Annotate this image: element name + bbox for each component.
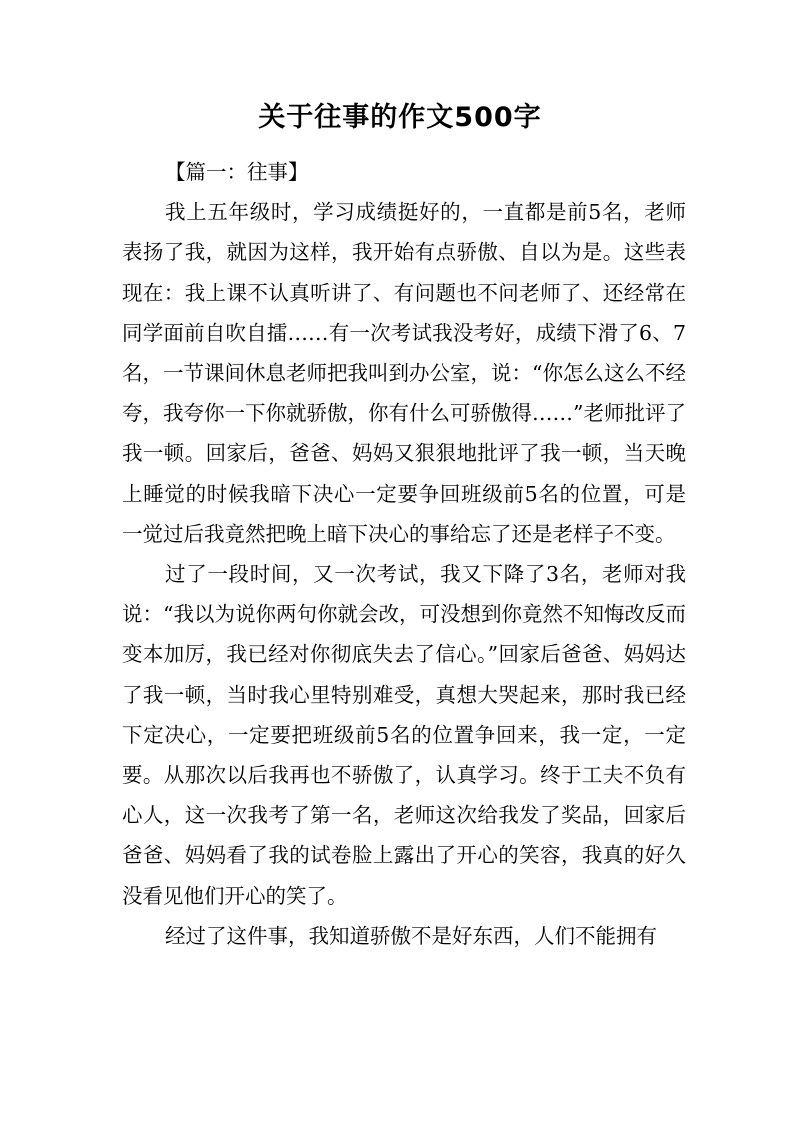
section-heading: 【篇一：往事】 xyxy=(165,160,309,184)
paragraph-2: 过了一段时间，又一次考试，我又下降了3名，老师对我说：“我以为说你两句你就会改，可没想到你竟然不知悔改反而变本加厉，我已经对你彻底失去了信心。”回家后爸爸、妈妈达了我一顿，当时我心里特别难受，真想大哭起来，那时我已经下定决心，一定要把班级前5名的位置争回来，我一定，一定要。从那次以后我再也不骄傲了，认真学习。终于工夫不负有心人，这一次我考了第一名，老师这次给我发了奖品，回家后爸爸、妈妈看了我的试卷脸上露出了开心的笑容，我真的好久没看见他们开心的笑了。 xyxy=(122,562,686,908)
paragraph-1: 我上五年级时，学习成绩挺好的，一直都是前5名，老师表扬了我，就因为这样，我开始有点骄傲、自以为是。这些表现在：我上课不认真听讲了、有问题也不问老师了、还经常在同学面前自吹自擂……有一次考试我没考好，成绩下滑了6、7名，一节课间休息老师把我叫到办公室，说：“你怎么这么不经夸，我夸你一下你就骄傲，你有什么可骄傲得……”老师批评了我一顿。回家后，爸爸、妈妈又狠狠地批评了我一顿，当天晚上睡觉的时候我暗下决心一定要争回班级前5名的位置，可是一觉过后我竟然把晚上暗下决心的事给忘了还是老样子不变。 xyxy=(122,200,686,546)
document-body xyxy=(122,152,686,956)
paragraph-3: 经过了这件事，我知道骄傲不是好东西，人们不能拥有 xyxy=(165,923,658,948)
document-title: 关于往事的作文500字 xyxy=(258,102,542,133)
